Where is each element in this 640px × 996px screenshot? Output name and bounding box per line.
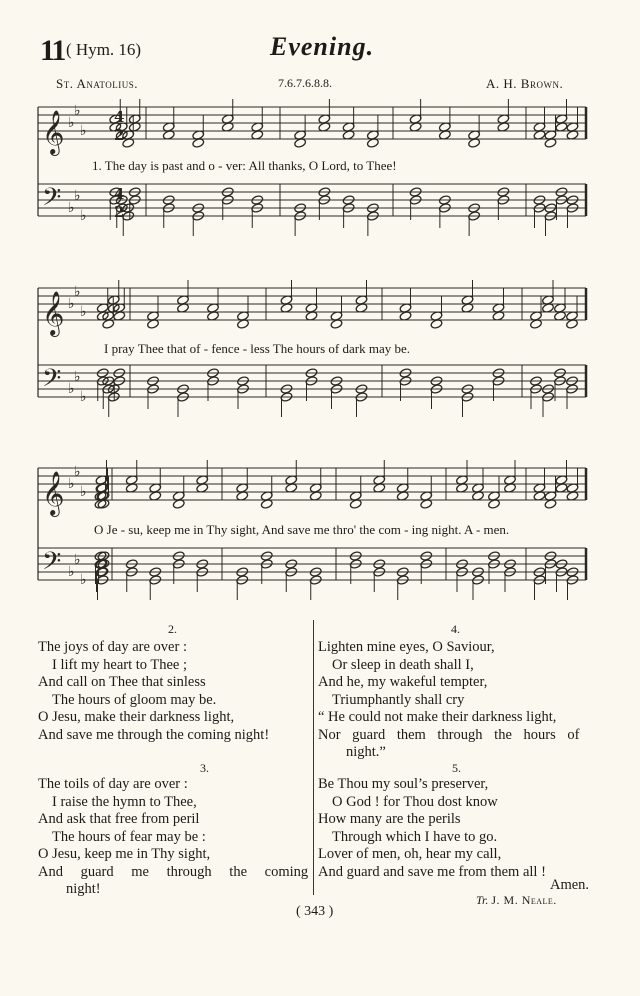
flat-sign: ♭ <box>80 484 87 500</box>
metre: 7.6.7.6.8.8. <box>278 76 332 90</box>
verse-4 <box>318 639 579 762</box>
column-divider <box>313 620 314 895</box>
flat-sign: ♭ <box>74 464 81 480</box>
bass-clef: 𝄢 <box>42 364 62 399</box>
translator-credit <box>476 893 557 908</box>
verse-line: How many are the perils <box>318 811 461 827</box>
verse-line: Be Thou my soul’s preserver, <box>318 776 489 792</box>
verse-2 <box>38 639 269 744</box>
verse-line: O Jesu, make their darkness light, <box>38 709 235 725</box>
verse-line: And save me through the coming night! <box>38 726 270 743</box>
flat-sign: ♭ <box>74 284 81 300</box>
treble-clef: 𝄞 <box>42 471 65 515</box>
verse-number: 3. <box>200 761 209 775</box>
time-signature: 4 <box>114 185 125 203</box>
page-title: Evening. <box>270 32 375 61</box>
verse-line: Through which I have to go. <box>332 828 498 845</box>
time-signature: 4 <box>114 108 125 126</box>
credit-name: J. M. Neale. <box>491 893 557 907</box>
verse-number: 5. <box>452 761 461 775</box>
verse-line: And call on Thee that sinless <box>38 674 206 690</box>
verse-line: “ He could not make their darkness light, <box>318 709 557 725</box>
verse-line: night! <box>66 881 101 897</box>
lyrics-line-3: O Je - su, keep me in Thy sight, And save me thro' the com - ing night. A - men. <box>94 522 510 537</box>
verse-line: And ask that free from peril <box>38 811 200 827</box>
verse-line: Triumphantly shall cry <box>332 691 465 708</box>
tune-name: St. Anatolius. <box>56 76 138 91</box>
hymn-number: 11 <box>40 34 65 67</box>
verse-line: O Jesu, keep me in Thy sight, <box>38 846 211 862</box>
lyrics-line-1: 1. The day is past and o - ver: All thanks, O Lord, to Thee! <box>92 158 397 173</box>
verse-line: I raise the hymn to Thee, <box>52 793 197 810</box>
verse-line: The hours of gloom may be. <box>52 691 217 708</box>
verse-line: I lift my heart to Thee ; <box>52 656 188 673</box>
bass-clef: 𝄢 <box>42 183 62 218</box>
composer: A. H. Brown. <box>486 76 564 91</box>
hymn-reference: ( Hym. 16) <box>66 40 142 59</box>
flat-sign: ♭ <box>68 381 75 397</box>
credit-prefix: Tr. <box>476 893 489 907</box>
verse-line: The toils of day are over : <box>38 776 188 792</box>
verse-line: And he, my wakeful tempter, <box>318 674 488 690</box>
flat-sign: ♭ <box>68 296 75 312</box>
flat-sign: ♭ <box>80 389 87 405</box>
flat-sign: ♭ <box>80 304 87 320</box>
time-signature: 2 <box>114 203 125 221</box>
verse-3 <box>38 776 309 899</box>
verse-5 <box>318 776 546 881</box>
verse-line: Nor guard them through the hours of <box>318 726 580 743</box>
verse-line: The joys of day are over : <box>38 639 187 655</box>
treble-clef: 𝄞 <box>42 110 65 154</box>
flat-sign: ♭ <box>80 208 87 224</box>
verse-line: Lover of men, oh, hear my call, <box>318 846 502 862</box>
flat-sign: ♭ <box>74 188 81 204</box>
page-number: ( 343 ) <box>296 904 334 919</box>
flat-sign: ♭ <box>68 200 75 216</box>
verse-number: 2. <box>168 622 177 636</box>
bass-clef: 𝄢 <box>42 547 62 582</box>
verse-line: The hours of fear may be : <box>52 828 206 845</box>
verse-line: O God ! for Thou dost know <box>332 793 498 810</box>
verse-line: And guard me through the coming <box>38 863 309 880</box>
flat-sign: ♭ <box>80 572 87 588</box>
verse-line: And guard and save me from them all ! <box>318 863 546 880</box>
flat-sign: ♭ <box>74 103 81 119</box>
flat-sign: ♭ <box>80 123 87 139</box>
verse-line: Lighten mine eyes, O Saviour, <box>318 639 495 655</box>
treble-clef: 𝄞 <box>42 291 65 335</box>
flat-sign: ♭ <box>68 115 75 131</box>
flat-sign: ♭ <box>68 564 75 580</box>
verse-line: Or sleep in death shall I, <box>332 656 474 673</box>
verse-number: 4. <box>451 622 460 636</box>
flat-sign: ♭ <box>74 552 81 568</box>
time-signature: 2 <box>114 126 125 144</box>
amen: Amen. <box>550 877 590 893</box>
verse-line: night.” <box>346 744 386 760</box>
lyrics-line-2: I pray Thee that of - fence - less The hours of dark may be. <box>104 341 410 356</box>
flat-sign: ♭ <box>74 369 81 385</box>
flat-sign: ♭ <box>68 476 75 492</box>
